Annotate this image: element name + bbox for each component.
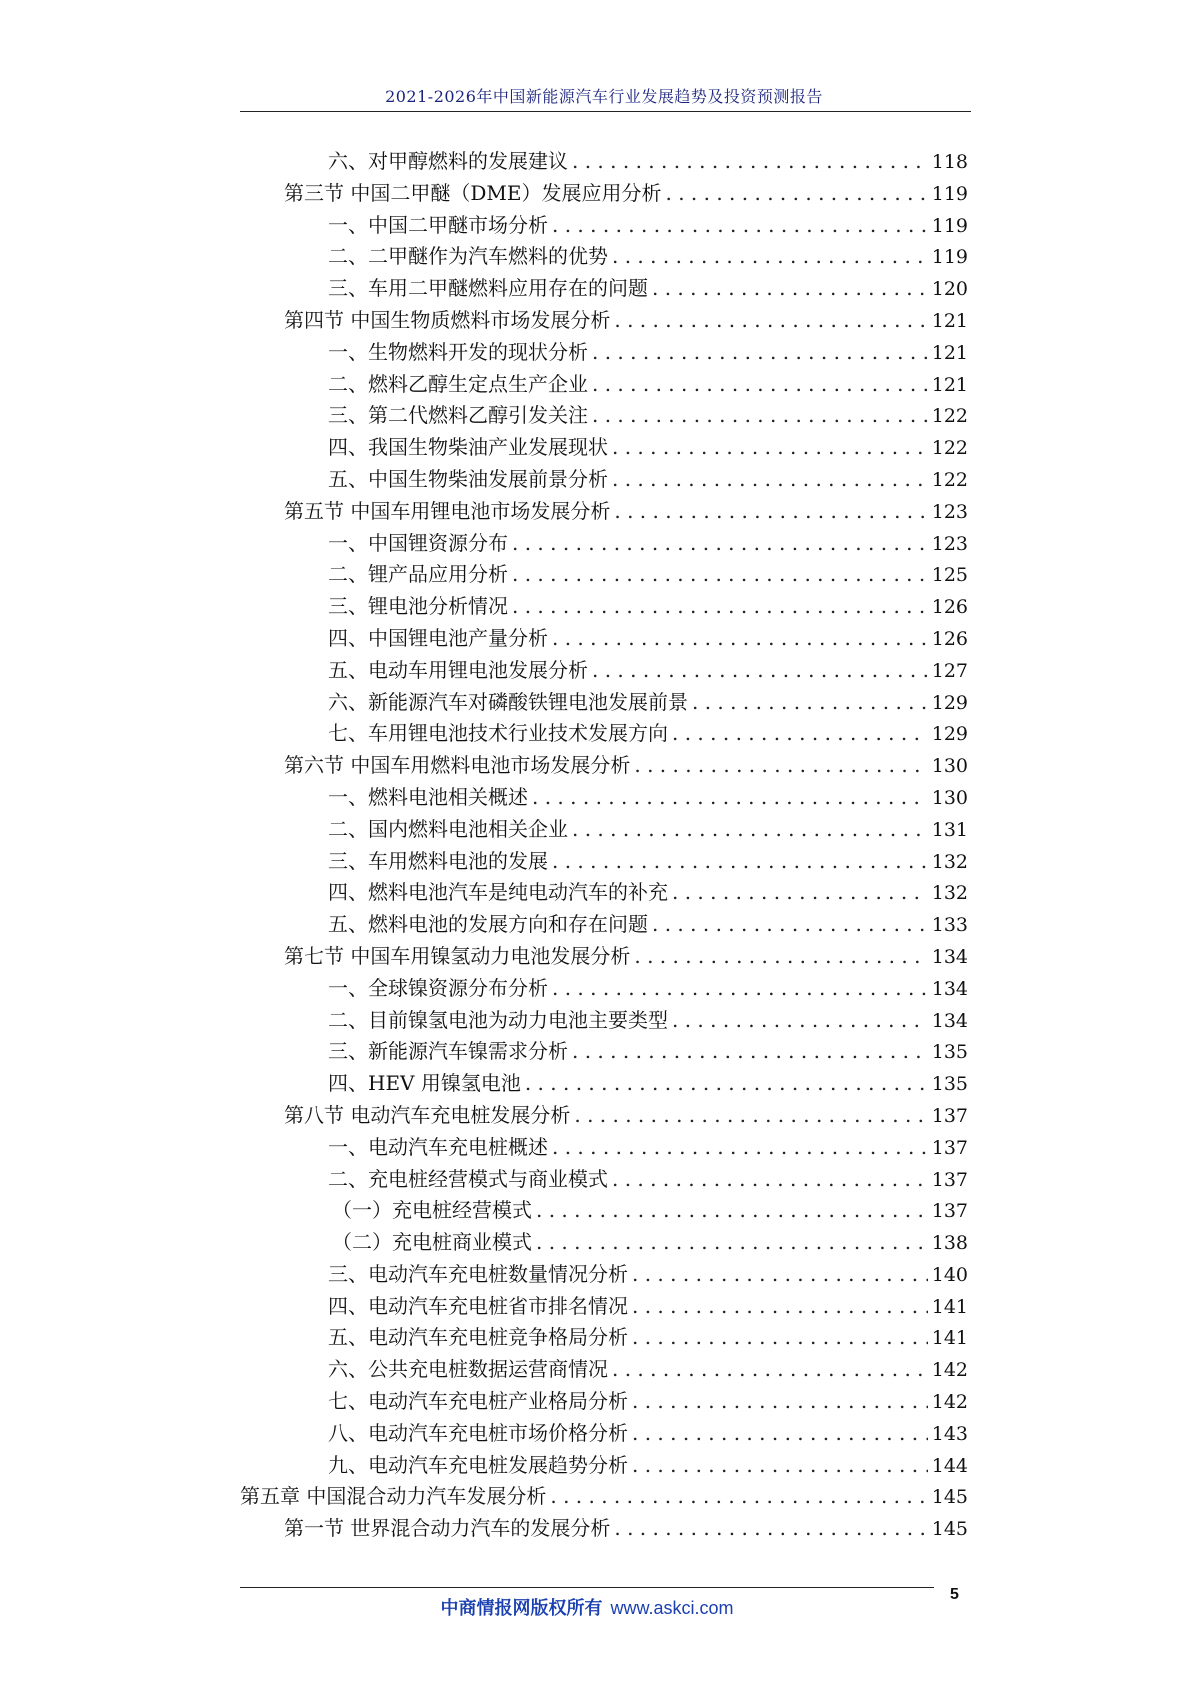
toc-leader-dots <box>512 559 928 591</box>
toc-entry-page: 122 <box>931 468 968 491</box>
toc-entry-page: 121 <box>931 309 968 332</box>
toc-entry-label: 二、充电桩经营模式与商业模式 <box>328 1166 608 1191</box>
toc-leader-dots <box>652 273 928 305</box>
toc-leader-dots <box>552 973 928 1005</box>
toc-entry-page: 126 <box>931 627 968 650</box>
toc-leader-dots <box>536 1195 928 1227</box>
toc-entry-page: 118 <box>931 151 968 173</box>
toc-entry[interactable] <box>240 1481 968 1513</box>
toc-entry[interactable] <box>240 178 968 210</box>
toc-entry-page: 143 <box>931 1422 968 1445</box>
toc-entry[interactable] <box>240 1322 968 1354</box>
toc-leader-dots <box>672 1005 928 1037</box>
toc-entry[interactable] <box>240 400 968 432</box>
toc-leader-dots <box>692 687 928 719</box>
toc-entry[interactable] <box>240 1164 968 1196</box>
toc-entry[interactable] <box>240 559 968 591</box>
toc-entry-label: 五、电动汽车充电桩竞争格局分析 <box>328 1325 628 1350</box>
toc-leader-dots <box>614 305 927 337</box>
toc-entry-page: 122 <box>931 405 968 428</box>
toc-entry-label: 三、锂电池分析情况 <box>328 594 508 619</box>
toc-entry-page: 125 <box>931 564 968 587</box>
toc-entry[interactable] <box>240 623 968 655</box>
toc-entry-page: 134 <box>931 1009 968 1032</box>
toc-entry-label: 五、燃料电池的发展方向和存在问题 <box>328 912 648 937</box>
toc-entry[interactable] <box>240 1259 968 1291</box>
footer-copyright: 中商情报网版权所有 <box>440 1598 603 1618</box>
toc-entry-page: 140 <box>931 1263 968 1286</box>
toc-entry[interactable] <box>240 1036 968 1068</box>
toc-entry-label: 一、全球镍资源分布分析 <box>328 975 548 1000</box>
toc-entry-page: 121 <box>931 341 968 364</box>
toc-entry[interactable] <box>240 146 968 178</box>
toc-entry-label: 二、二甲醚作为汽车燃料的优势 <box>328 244 608 269</box>
toc-entry-page: 137 <box>931 1136 968 1159</box>
toc-entry-page: 119 <box>931 246 968 269</box>
toc-entry-page: 123 <box>931 532 968 555</box>
toc-leader-dots <box>592 655 928 687</box>
header-divider <box>240 111 971 112</box>
toc-entry[interactable] <box>240 1100 968 1132</box>
toc-entry[interactable] <box>240 464 968 496</box>
toc-leader-dots <box>574 1100 927 1132</box>
toc-entry-label: 六、公共充电桩数据运营商情况 <box>328 1357 608 1382</box>
toc-entry-label: 五、中国生物柴油发展前景分析 <box>328 466 608 491</box>
toc-leader-dots <box>672 877 928 909</box>
toc-entry-label: 第四节 中国生物质燃料市场发展分析 <box>284 307 611 332</box>
toc-entry[interactable] <box>240 1005 968 1037</box>
toc-leader-dots <box>532 782 928 814</box>
toc-entry-label: 三、新能源汽车镍需求分析 <box>328 1039 568 1064</box>
toc-entry-label: 第五节 中国车用锂电池市场发展分析 <box>284 498 611 523</box>
toc-entry-label: 一、中国二甲醚市场分析 <box>328 212 548 237</box>
toc-entry-page: 133 <box>931 914 968 937</box>
toc-entry-label: 六、新能源汽车对磷酸铁锂电池发展前景 <box>328 689 688 714</box>
toc-entry-page: 129 <box>931 691 968 714</box>
toc-entry-label: 第五章 中国混合动力汽车发展分析 <box>240 1484 547 1509</box>
toc-leader-dots <box>632 1322 928 1354</box>
toc-entry[interactable] <box>240 210 968 242</box>
toc-leader-dots <box>612 432 928 464</box>
toc-entry-label: 一、电动汽车充电桩概述 <box>328 1134 548 1159</box>
toc-leader-dots <box>614 496 927 528</box>
toc-entry-label: 四、燃料电池汽车是纯电动汽车的补充 <box>328 880 668 905</box>
toc-leader-dots <box>632 1418 928 1450</box>
toc-leader-dots <box>536 1227 928 1259</box>
toc-leader-dots <box>512 528 928 560</box>
toc-entry[interactable] <box>240 305 968 337</box>
toc-entry-page: 142 <box>931 1391 968 1414</box>
toc-entry[interactable] <box>240 1291 968 1323</box>
toc-entry[interactable] <box>240 528 968 560</box>
toc-entry[interactable] <box>240 687 968 719</box>
toc-entry-page: 119 <box>931 182 968 205</box>
toc-entry-label: 三、车用二甲醚燃料应用存在的问题 <box>328 276 648 301</box>
table-of-contents <box>240 146 968 1545</box>
toc-entry-page: 135 <box>931 1073 968 1096</box>
toc-entry-page: 141 <box>931 1327 968 1350</box>
toc-entry[interactable] <box>240 1386 968 1418</box>
toc-entry-label: 四、HEV 用镍氢电池 <box>328 1071 521 1096</box>
toc-entry-page: 135 <box>931 1041 968 1064</box>
footer <box>240 1594 934 1620</box>
toc-entry-label: 七、车用锂电池技术行业技术发展方向 <box>328 721 668 746</box>
toc-entry[interactable] <box>240 655 968 687</box>
toc-leader-dots <box>592 400 928 432</box>
toc-entry-page: 121 <box>931 373 968 396</box>
footer-url-link[interactable]: www.askci.com <box>610 1598 734 1618</box>
toc-entry-page: 144 <box>931 1454 968 1477</box>
toc-leader-dots <box>632 1450 928 1482</box>
toc-entry-page: 129 <box>931 723 968 746</box>
toc-entry[interactable] <box>240 782 968 814</box>
toc-entry-label: 第一节 世界混合动力汽车的发展分析 <box>284 1516 611 1541</box>
toc-entry-label: （一）充电桩经营模式 <box>332 1198 532 1223</box>
toc-leader-dots <box>525 1068 928 1100</box>
toc-leader-dots <box>572 146 928 178</box>
toc-entry-label: 二、燃料乙醇生定点生产企业 <box>328 371 588 396</box>
toc-leader-dots <box>672 718 928 750</box>
toc-leader-dots <box>632 1259 928 1291</box>
toc-entry-page: 141 <box>931 1295 968 1318</box>
toc-leader-dots <box>612 1354 928 1386</box>
page-number: 5 <box>950 1586 959 1603</box>
toc-entry[interactable] <box>240 718 968 750</box>
toc-entry-label: 四、中国锂电池产量分析 <box>328 625 548 650</box>
toc-entry-page: 127 <box>931 659 968 682</box>
toc-entry-page: 120 <box>931 278 968 301</box>
toc-entry-label: 第八节 电动汽车充电桩发展分析 <box>284 1102 571 1127</box>
toc-entry-label: 第六节 中国车用燃料电池市场发展分析 <box>284 753 631 778</box>
toc-entry-page: 134 <box>931 977 968 1000</box>
toc-entry[interactable] <box>240 814 968 846</box>
toc-entry-label: 一、生物燃料开发的现状分析 <box>328 339 588 364</box>
toc-entry-page: 142 <box>931 1359 968 1382</box>
toc-leader-dots <box>634 941 927 973</box>
footer-divider <box>240 1587 934 1588</box>
toc-leader-dots <box>512 591 928 623</box>
toc-entry-page: 126 <box>931 596 968 619</box>
toc-entry-label: 四、电动汽车充电桩省市排名情况 <box>328 1293 628 1318</box>
toc-leader-dots <box>552 846 928 878</box>
toc-entry[interactable] <box>240 1418 968 1450</box>
toc-leader-dots <box>632 1291 928 1323</box>
toc-leader-dots <box>572 1036 928 1068</box>
toc-entry-label: 四、我国生物柴油产业发展现状 <box>328 435 608 460</box>
toc-leader-dots <box>552 210 928 242</box>
toc-entry[interactable] <box>240 273 968 305</box>
toc-entry-label: 七、电动汽车充电桩产业格局分析 <box>328 1389 628 1414</box>
toc-entry-label: 第七节 中国车用镍氢动力电池发展分析 <box>284 943 631 968</box>
toc-entry-page: 119 <box>931 214 968 237</box>
toc-leader-dots <box>652 909 928 941</box>
toc-entry-label: 二、锂产品应用分析 <box>328 562 508 587</box>
toc-entry-page: 130 <box>931 755 968 778</box>
toc-entry-page: 122 <box>931 437 968 460</box>
toc-entry-label: 八、电动汽车充电桩市场价格分析 <box>328 1420 628 1445</box>
toc-entry[interactable] <box>240 1068 968 1100</box>
toc-entry-page: 131 <box>931 818 968 841</box>
toc-entry[interactable] <box>240 241 968 273</box>
toc-entry[interactable] <box>240 1132 968 1164</box>
toc-entry-label: 一、燃料电池相关概述 <box>328 784 528 809</box>
toc-entry[interactable] <box>240 750 968 782</box>
header-title: 2021-2026年中国新能源汽车行业发展趋势及投资预测报告 <box>385 87 823 106</box>
toc-leader-dots <box>592 369 928 401</box>
toc-entry[interactable] <box>240 591 968 623</box>
toc-leader-dots <box>614 1513 927 1545</box>
toc-entry[interactable] <box>240 369 968 401</box>
toc-leader-dots <box>592 337 928 369</box>
toc-leader-dots <box>632 1386 928 1418</box>
toc-entry-page: 137 <box>931 1200 968 1223</box>
toc-entry[interactable] <box>240 1227 968 1259</box>
toc-entry-label: 三、第二代燃料乙醇引发关注 <box>328 403 588 428</box>
toc-leader-dots <box>572 814 928 846</box>
toc-entry[interactable] <box>240 909 968 941</box>
toc-leader-dots <box>550 1481 927 1513</box>
toc-entry-label: 第三节 中国二甲醚（DME）发展应用分析 <box>284 180 662 205</box>
toc-entry[interactable] <box>240 941 968 973</box>
toc-entry[interactable] <box>240 1195 968 1227</box>
toc-entry-label: 三、车用燃料电池的发展 <box>328 848 548 873</box>
toc-entry-label: 九、电动汽车充电桩发展趋势分析 <box>328 1452 628 1477</box>
toc-leader-dots <box>552 623 928 655</box>
toc-leader-dots <box>612 1164 928 1196</box>
toc-entry[interactable] <box>240 1450 968 1482</box>
toc-entry-label: （二）充电桩商业模式 <box>332 1230 532 1255</box>
toc-entry[interactable] <box>240 432 968 464</box>
toc-entry-page: 132 <box>931 882 968 905</box>
toc-entry-page: 145 <box>931 1486 968 1509</box>
toc-entry-label: 一、中国锂资源分布 <box>328 530 508 555</box>
toc-entry-page: 145 <box>931 1518 968 1541</box>
toc-entry-page: 134 <box>931 945 968 968</box>
toc-leader-dots <box>665 178 927 210</box>
toc-entry-label: 二、目前镍氢电池为动力电池主要类型 <box>328 1007 668 1032</box>
toc-entry-label: 五、电动车用锂电池发展分析 <box>328 657 588 682</box>
toc-entry-page: 123 <box>931 500 968 523</box>
toc-entry-page: 130 <box>931 786 968 809</box>
toc-entry[interactable] <box>240 1513 968 1545</box>
toc-entry[interactable] <box>240 877 968 909</box>
toc-entry[interactable] <box>240 846 968 878</box>
toc-entry-label: 三、电动汽车充电桩数量情况分析 <box>328 1261 628 1286</box>
toc-leader-dots <box>612 241 928 273</box>
toc-entry-page: 138 <box>931 1232 968 1255</box>
toc-leader-dots <box>634 750 927 782</box>
toc-entry[interactable] <box>240 337 968 369</box>
toc-entry-label: 六、对甲醇燃料的发展建议 <box>328 149 568 173</box>
toc-entry[interactable] <box>240 1354 968 1386</box>
toc-entry-label: 二、国内燃料电池相关企业 <box>328 816 568 841</box>
toc-entry-page: 137 <box>931 1168 968 1191</box>
toc-leader-dots <box>552 1132 928 1164</box>
toc-leader-dots <box>612 464 928 496</box>
toc-entry[interactable] <box>240 496 968 528</box>
toc-entry-page: 137 <box>931 1104 968 1127</box>
toc-entry[interactable] <box>240 973 968 1005</box>
toc-entry-page: 132 <box>931 850 968 873</box>
